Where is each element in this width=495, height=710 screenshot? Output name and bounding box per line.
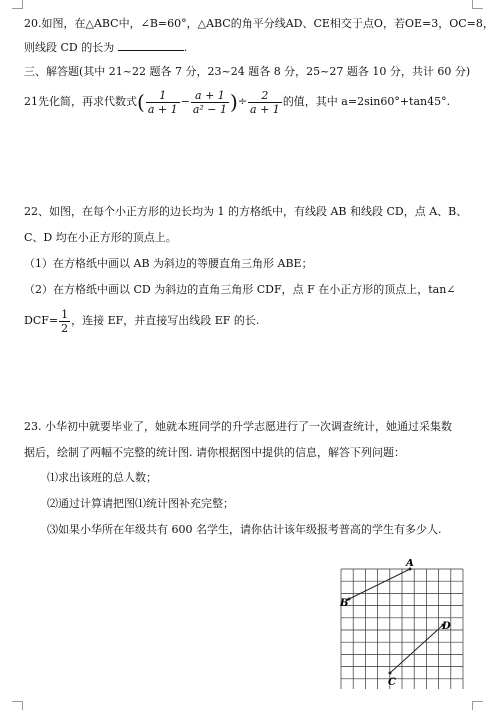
fraction-3-denominator: a + 1	[250, 102, 280, 116]
fraction-2-denominator: a² − 1	[192, 102, 227, 116]
q23-line1: 23. 小华初中就要毕业了，她就本班同学的升学志愿进行了一次调查统计，她通过采集数	[24, 420, 452, 433]
q22-part2b-pre: DCF=	[24, 314, 59, 327]
q22-part2b-post: ，连接 EF，并直接写出线段 EF 的长.	[71, 314, 260, 327]
fraction-3	[248, 89, 282, 116]
q21-prefix: 21先化简，再求代数式	[24, 95, 137, 108]
grid-figure	[336, 559, 470, 689]
right-paren: )	[230, 90, 238, 114]
q23-line2: 据后，绘制了两幅不完整的统计图. 请你根据图中提供的信息，解答下列问题：	[24, 446, 405, 459]
segment-cd	[390, 625, 443, 673]
fraction-3-numerator: 2	[248, 89, 282, 103]
q20-line2-text: 则线段 CD 的长为	[24, 41, 115, 54]
fraction-1-numerator: 1	[146, 89, 180, 103]
q21-suffix: 的值，其中 a=2sin60°+tan45°.	[282, 95, 451, 108]
page-corner-mark	[12, 701, 23, 710]
point-d-label: D	[442, 621, 451, 632]
minus-sign: −	[180, 95, 190, 108]
q22-part2: （2）在方格纸中画以 CD 为斜边的直角三角形 CDF，点 F 在小正方形的顶点上，tan∠	[24, 283, 456, 296]
point-c-label: C	[388, 677, 396, 688]
q22-part1: （1）在方格纸中画以 AB 为斜边的等腰直角三角形 ABE；	[24, 257, 313, 270]
section-heading: 三、解答题(其中 21~22 题各 7 分，23~24 题各 8 分，25~27 题各 10 分，共计 60 分)	[24, 65, 471, 78]
q22-line2: C、D 均在小正方形的顶点上。	[24, 231, 177, 244]
answer-blank	[118, 40, 184, 51]
page-corner-mark	[12, 0, 23, 9]
q23-item3: ⑶如果小华所在年级共有 600 名学生，请你估计该年级报考普高的学生有多少人.	[47, 523, 442, 536]
point-c-marker	[389, 672, 392, 675]
q20-line2	[24, 40, 187, 55]
fraction-2	[191, 89, 229, 116]
fraction-2-numerator: a + 1	[191, 89, 229, 103]
page-corner-mark	[472, 0, 483, 9]
q23-item1: ⑴求出该班的总人数；	[47, 471, 157, 484]
q22-line1: 22、如图，在每个小正方形的边长均为 1 的方格纸中，有线段 AB 和线段 CD，点 A、B、	[24, 205, 468, 218]
divide-sign: ÷	[237, 95, 248, 108]
segment-ab	[349, 569, 410, 599]
point-a-label: A	[406, 559, 414, 569]
left-paren: (	[137, 90, 145, 114]
q20-period: .	[183, 41, 188, 54]
q23-item2: ⑵通过计算请把图⑴统计图补充完整；	[47, 497, 234, 510]
fraction-1	[146, 89, 180, 116]
fraction-half-denominator: 2	[61, 321, 69, 335]
fraction-1-denominator: a + 1	[147, 102, 178, 116]
fraction-half-numerator: 1	[61, 307, 69, 321]
page-corner-mark	[472, 701, 483, 710]
q21-expression	[24, 87, 450, 117]
q22-part2b	[24, 306, 259, 336]
fraction-half	[59, 308, 70, 335]
point-b-label: B	[340, 598, 349, 609]
q20-line1: 20.如图，在△ABC中，∠B=60°，△ABC的角平分线AD、CE相交于点O，若OE=3，OC=8，	[24, 17, 494, 30]
